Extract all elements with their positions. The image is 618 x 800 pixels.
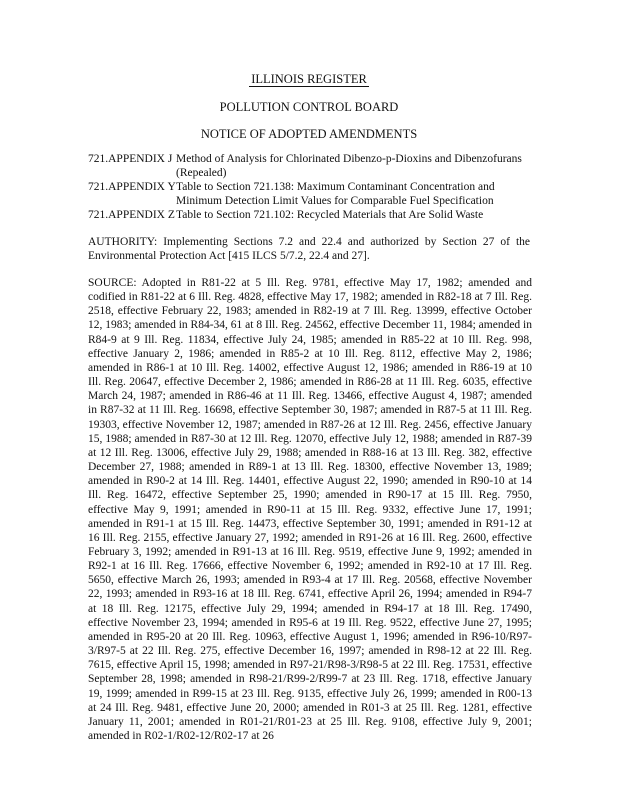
appendix-description: Table to Section 721.102: Recycled Materials that Are Solid Waste (176, 209, 484, 221)
appendix-code: 721.APPENDIX J (88, 153, 173, 165)
appendix-description: Method of Analysis for Chlorinated Dibenzo-p-Dioxins and Dibenzofurans (Repealed) (176, 153, 522, 179)
appendix-row (88, 208, 528, 222)
appendix-row (88, 180, 528, 208)
appendix-description: Table to Section 721.138: Maximum Contaminant Concentration and Minimum Detection Limit Values for Comparable Fuel Specification (176, 181, 495, 207)
register-title (0, 72, 618, 87)
source-paragraph: SOURCE: Adopted in R81-22 at 5 Ill. Reg. 9781, effective May 17, 1982; amended and codified in R81-22 at 6 Ill. Reg. 4828, effective May 17, 1982; amended in R82-18 at 7 Ill. Reg. 2518, effective February 22, 1983; amended in R82-19 at 7 Ill. Reg. 13999, effective October 12, 1983; amended in R84-34, 61 at 8 Ill. Reg. 24562, effective December 11, 1984; amended in R84-9 at 9 Ill. Reg. 11834, effective July 24, 1985; amended in R85-22 at 10 Ill. Reg. 998, effective January 2, 1986; amended in R85-2 at 10 Ill. Reg. 8112, effective May 2, 1986; amended in R86-1 at 10 Ill. Reg. 14002, effective August 12, 1986; amended in R86-19 at 10 Ill. Reg. 20647, effective December 2, 1986; amended in R86-28 at 11 Ill. Reg. 6035, effective March 24, 1987; amended in R86-46 at 11 Ill. Reg. 13466, effective August 4, 1987; amended in R87-32 at 11 Ill. Reg. 16698, effective September 30, 1987; amended in R87-5 at 11 Ill. Reg. 19303, effective November 12, 1987; amended in R87-26 at 12 Ill. Reg. 2456, effective January 15, 1988; amended in R87-30 at 12 Ill. Reg. 12070, effective July 12, 1988; amended in R87-39 at 12 Ill. Reg. 13006, effective July 29, 1988; amended in R88-16 at 13 Ill. Reg. 382, effective December 27, 1988; amended in R89-1 at 13 Ill. Reg. 18300, effective November 13, 1989; amended in R90-2 at 14 Ill. Reg. 14401, effective August 22, 1990; amended in R90-10 at 14 Ill. Reg. 16472, effective September 25, 1990; amended in R90-17 at 15 Ill. Reg. 7950, effective May 9, 1991; amended in R90-11 at 15 Ill. Reg. 9332, effective June 17, 1991; amended in R91-1 at 15 Ill. Reg. 14473, effective September 30, 1991; amended in R91-12 at 16 Ill. Reg. 2155, effective January 27, 1992; amended in R91-26 at 16 Ill. Reg. 2600, effective February 3, 1992; amended in R91-13 at 16 Ill. Reg. 9519, effective June 9, 1992; amended in R92-1 at 16 Ill. Reg. 17666, effective November 6, 1992; amended in R92-10 at 17 Ill. Reg. 5650, effective March 26, 1993; amended in R93-4 at 17 Ill. Reg. 20568, effective November 22, 1993; amended in R93-16 at 18 Ill. Reg. 6741, effective April 26, 1994; amended in R94-7 at 18 Ill. Reg. 12175, effective July 29, 1994; amended in R94-17 at 18 Ill. Reg. 17490, effective November 23, 1994; amended in R95-6 at 19 Ill. Reg. 9522, effective June 27, 1995; amended in R95-20 at 20 Ill. Reg. 10963, effective August 1, 1996; amended in R96-10/R97-3/R97-5 at 22 Ill. Reg. 275, effective December 16, 1997; amended in R98-12 at 22 Ill. Reg. 7615, effective April 15, 1998; amended in R97-21/R98-3/R98-5 at 22 Ill. Reg. 17531, effective September 28, 1998; amended in R98-21/R99-2/R99-7 at 23 Ill. Reg. 1718, effective January 19, 1999; amended in R99-15 at 23 Ill. Reg. 9135, effective July 26, 1999; amended in R00-13 at 24 Ill. Reg. 9481, effective June 20, 2000; amended in R01-3 at 25 Ill. Reg. 1281, effective January 11, 2001; amended in R01-21/R01-23 at 25 Ill. Reg. 9108, effective July 9, 2001; amended in R02-1/R02-12/R02-17 at 26 (88, 277, 532, 742)
board-name: POLLUTION CONTROL BOARD (219, 100, 399, 114)
notice-title: NOTICE OF ADOPTED AMENDMENTS (200, 127, 418, 141)
appendix-row (88, 152, 528, 180)
register-title-text: ILLINOIS REGISTER (251, 72, 367, 86)
authority-paragraph: AUTHORITY: Implementing Sections 7.2 and 22.4 and authorized by Section 27 of the Environmental Protection Act [415 ILCS 5/7.2, 22.4 and 27]. (88, 236, 530, 262)
appendix-list (88, 152, 528, 222)
appendix-code: 721.APPENDIX Z (88, 209, 175, 221)
appendix-code: 721.APPENDIX Y (88, 181, 176, 193)
